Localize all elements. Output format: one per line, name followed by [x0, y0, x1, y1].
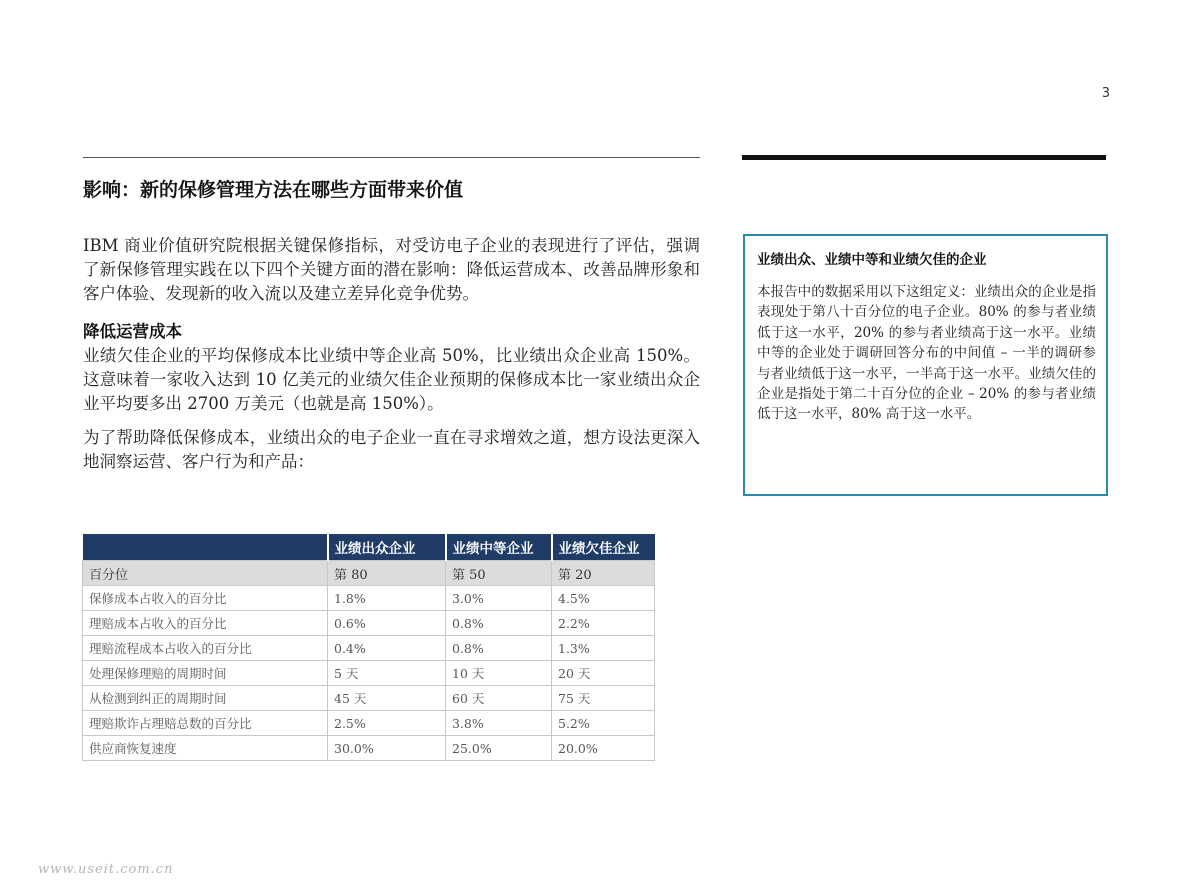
table-header-top-performers: 业绩出众企业 [328, 534, 446, 561]
table-cell-label: 理赔成本占收入的百分比 [83, 611, 328, 636]
section-divider-left [83, 157, 700, 158]
sidebar-body: 本报告中的数据采用以下这组定义：业绩出众的企业是指表现处于第八十百分位的电子企业。80% 的参与者业绩低于这一水平，20% 的参与者业绩高于这一水平。业绩中等的企业处于调研回答分布的中间值 – 一半的调研参与者业绩低于这一水平，一半高于这一水平。业绩欠佳的企业是指处于第二十百分位的企业 – 20% 的参与者业绩低于这一水平，80% 高于这一水平。 [757, 284, 1096, 423]
table-cell: 4.5% [552, 586, 655, 611]
table-cell: 10 天 [446, 661, 552, 686]
subheading-reduce-costs: 降低运营成本 [83, 322, 182, 341]
table-header-empty [83, 534, 328, 561]
main-column [83, 176, 700, 474]
table-cell: 第 20 [552, 561, 655, 586]
table-cell: 3.0% [446, 586, 552, 611]
table-cell: 75 天 [552, 686, 655, 711]
warranty-metrics-table [82, 534, 655, 761]
table-header-average-performers: 业绩中等企业 [446, 534, 552, 561]
table-cell: 0.6% [328, 611, 446, 636]
table-row [83, 686, 655, 711]
table-cell: 0.8% [446, 636, 552, 661]
table-cell: 20.0% [552, 736, 655, 761]
table-cell-label: 理赔欺诈占理赔总数的百分比 [83, 711, 328, 736]
table-cell-label: 理赔流程成本占收入的百分比 [83, 636, 328, 661]
table-cell: 5 天 [328, 661, 446, 686]
table-cell: 3.8% [446, 711, 552, 736]
table-cell-label: 供应商恢复速度 [83, 736, 328, 761]
page-number: 3 [1101, 86, 1110, 101]
table-cell: 第 80 [328, 561, 446, 586]
table-cell: 20 天 [552, 661, 655, 686]
insight-paragraph: 为了帮助降低保修成本，业绩出众的电子企业一直在寻求增效之道，想方设法更深入地洞察运营、客户行为和产品： [83, 428, 700, 471]
table-cell: 60 天 [446, 686, 552, 711]
table-cell: 第 50 [446, 561, 552, 586]
table-cell: 0.8% [446, 611, 552, 636]
section-divider-right [742, 155, 1106, 160]
table-cell: 25.0% [446, 736, 552, 761]
table-cell: 2.2% [552, 611, 655, 636]
table-cell: 5.2% [552, 711, 655, 736]
table-header-under-performers: 业绩欠佳企业 [552, 534, 655, 561]
table-cell-label: 保修成本占收入的百分比 [83, 586, 328, 611]
table-row [83, 636, 655, 661]
table-cell: 30.0% [328, 736, 446, 761]
table-header-row [83, 534, 655, 561]
section-title: 影响：新的保修管理方法在哪些方面带来价值 [83, 179, 464, 201]
intro-paragraph: IBM 商业价值研究院根据关键保修指标，对受访电子企业的表现进行了评估，强调了新保修管理实践在以下四个关键方面的潜在影响：降低运营成本、改善品牌形象和客户体验、发现新的收入流以及建立差异化竞争优势。 [83, 236, 700, 303]
table-cell: 1.8% [328, 586, 446, 611]
table-row-percentile [83, 561, 655, 586]
watermark: www.useit.com.cn [38, 862, 174, 877]
table-cell: 45 天 [328, 686, 446, 711]
table-row [83, 661, 655, 686]
table-row [83, 736, 655, 761]
table-row [83, 586, 655, 611]
table-cell: 0.4% [328, 636, 446, 661]
sidebar-title: 业绩出众、业绩中等和业绩欠佳的企业 [757, 252, 987, 268]
table-cell-label: 从检测到纠正的周期时间 [83, 686, 328, 711]
cost-paragraph: 业绩欠佳企业的平均保修成本比业绩中等企业高 50%，比业绩出众企业高 150%。这意味着一家收入达到 10 亿美元的业绩欠佳企业预期的保修成本比一家业绩出众企业平均要多出 2700 万美元（也就是高 150%）。 [83, 346, 700, 413]
table-cell-label: 处理保修理赔的周期时间 [83, 661, 328, 686]
table-row [83, 611, 655, 636]
table-cell: 2.5% [328, 711, 446, 736]
table-cell-label: 百分位 [83, 561, 328, 586]
table-row [83, 711, 655, 736]
definitions-sidebar [743, 234, 1108, 496]
table-cell: 1.3% [552, 636, 655, 661]
